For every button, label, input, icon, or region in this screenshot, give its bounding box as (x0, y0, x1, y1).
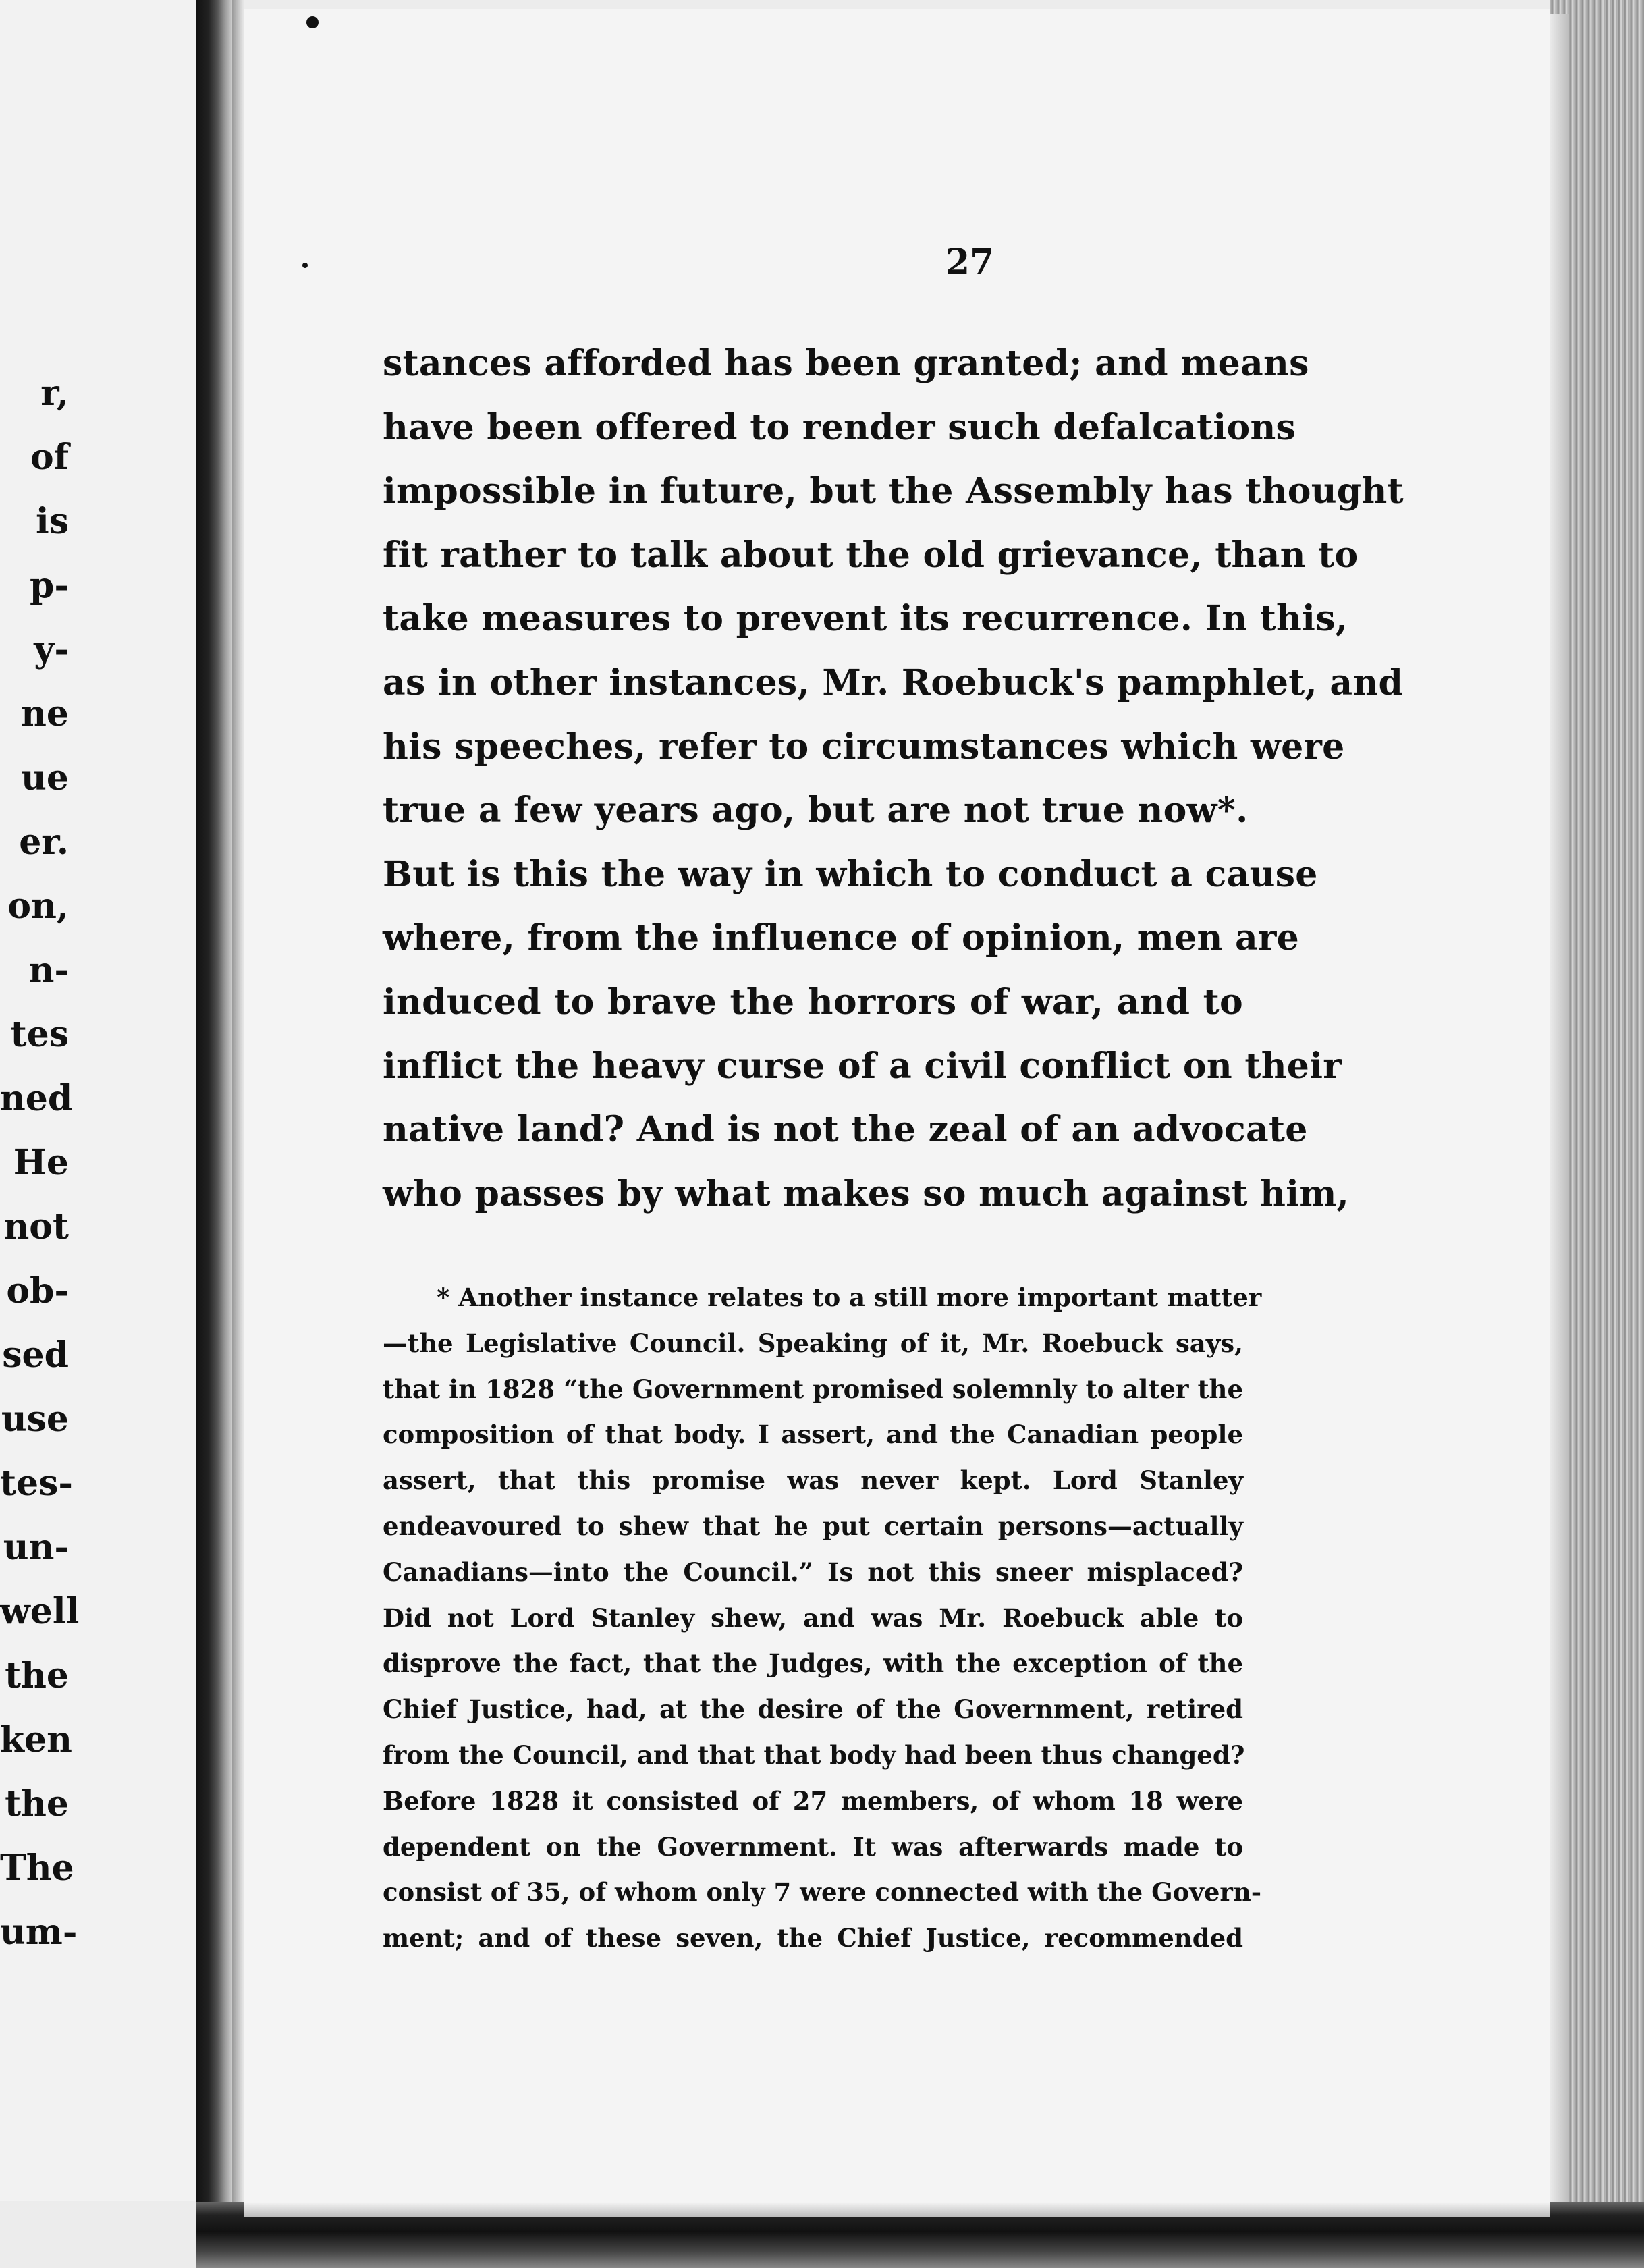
footnote-line: dependent on the Government. It was afterwards made to (383, 1831, 1243, 1862)
body-line: take measures to prevent its recurrence. In this, (383, 598, 1348, 640)
left-fragment: ned (0, 1078, 73, 1119)
page-edge-highlight (1550, 14, 1569, 2221)
body-line: true a few years ago, but are not true now*. (383, 790, 1249, 832)
footnote-line: —the Legislative Council. Speaking of it, Mr. Roebuck says, (383, 1328, 1243, 1358)
body-line: fit rather to talk about the old grievance, than to (383, 534, 1359, 576)
footnote-line: that in 1828 “the Government promised solemnly to alter the (383, 1374, 1243, 1404)
body-line: as in other instances, Mr. Roebuck's pamphlet, and (383, 662, 1404, 703)
footnote-line: ment; and of these seven, the Chief Justice, recommended (383, 1923, 1243, 1953)
left-fragment: r, (40, 373, 69, 414)
left-fragment: use (1, 1399, 69, 1440)
left-fragment: well (0, 1591, 80, 1632)
body-line: who passes by what makes so much against him, (383, 1172, 1350, 1214)
left-fragment: of (30, 437, 69, 478)
left-fragment: tes (10, 1014, 69, 1055)
body-line: But is this the way in which to conduct a cause (383, 853, 1318, 895)
body-line: impossible in future, but the Assembly has thought (383, 470, 1404, 512)
left-fragment: ue (21, 757, 69, 799)
left-fragment: un- (3, 1527, 69, 1568)
left-fragment: ne (21, 693, 69, 734)
body-line: where, from the influence of opinion, men are (383, 917, 1300, 959)
stacked-page-edges (1550, 0, 1644, 2268)
footnote-line: Before 1828 it consisted of 27 members, of whom 18 were (383, 1785, 1243, 1816)
body-text (383, 332, 1404, 1226)
footnote-line: assert, that this promise was never kept. Lord Stanley (383, 1465, 1243, 1496)
book-gutter (196, 0, 232, 2221)
left-fragment: the (5, 1655, 69, 1696)
footnote-line: endeavoured to shew that he put certain persons—actually (383, 1511, 1243, 1541)
body-line: inflict the heavy curse of a civil conflict on their (383, 1045, 1342, 1087)
left-fragment: ob- (6, 1270, 69, 1312)
left-fragment: er. (19, 821, 69, 863)
left-fragment: not (3, 1206, 69, 1247)
left-fragment: on, (7, 886, 69, 927)
left-fragment: The (0, 1847, 74, 1889)
footnote-line: disprove the fact, that the Judges, with the exception of the (383, 1648, 1243, 1679)
left-page-text-fragments (0, 361, 196, 1964)
footnote-line: composition of that body. I assert, and the Canadian people (383, 1420, 1243, 1450)
left-fragment: tes- (0, 1463, 73, 1504)
ink-speck (306, 16, 319, 28)
main-page (244, 9, 1550, 2214)
footnote-line: * Another instance relates to a still more important matter (437, 1282, 1262, 1312)
left-fragment: the (5, 1783, 69, 1825)
left-fragment: He (13, 1142, 69, 1183)
ink-speck (302, 263, 308, 268)
body-line: have been offered to render such defalcations (383, 406, 1296, 448)
footnote (383, 1275, 1262, 1962)
left-facing-page (0, 0, 196, 2200)
left-fragment: is (35, 501, 69, 542)
body-line: stances afforded has been granted; and means (383, 343, 1309, 384)
left-fragment: ken (0, 1719, 72, 1760)
left-fragment: um- (0, 1912, 78, 1953)
page-number: 27 (945, 242, 995, 283)
body-line: his speeches, refer to circumstances which were (383, 726, 1345, 767)
left-fragment: p- (30, 565, 69, 606)
left-fragment: sed (2, 1334, 69, 1376)
footnote-line: Did not Lord Stanley shew, and was Mr. Roebuck able to (383, 1602, 1243, 1633)
footnote-line: from the Council, and that that body had been thus changed? (383, 1739, 1245, 1770)
body-line: induced to brave the horrors of war, and to (383, 981, 1243, 1023)
footnote-line: Chief Justice, had, at the desire of the Government, retired (383, 1694, 1243, 1725)
page-bottom-curl (244, 2202, 1550, 2217)
body-line: native land? And is not the zeal of an advocate (383, 1109, 1308, 1151)
left-fragment: y- (34, 629, 69, 670)
left-fragment: n- (28, 950, 69, 991)
footnote-line: consist of 35, of whom only 7 were connected with the Govern- (383, 1877, 1262, 1908)
footnote-line: Canadians—into the Council.” Is not this sneer misplaced? (383, 1557, 1243, 1587)
gutter-shadow (232, 0, 244, 2221)
